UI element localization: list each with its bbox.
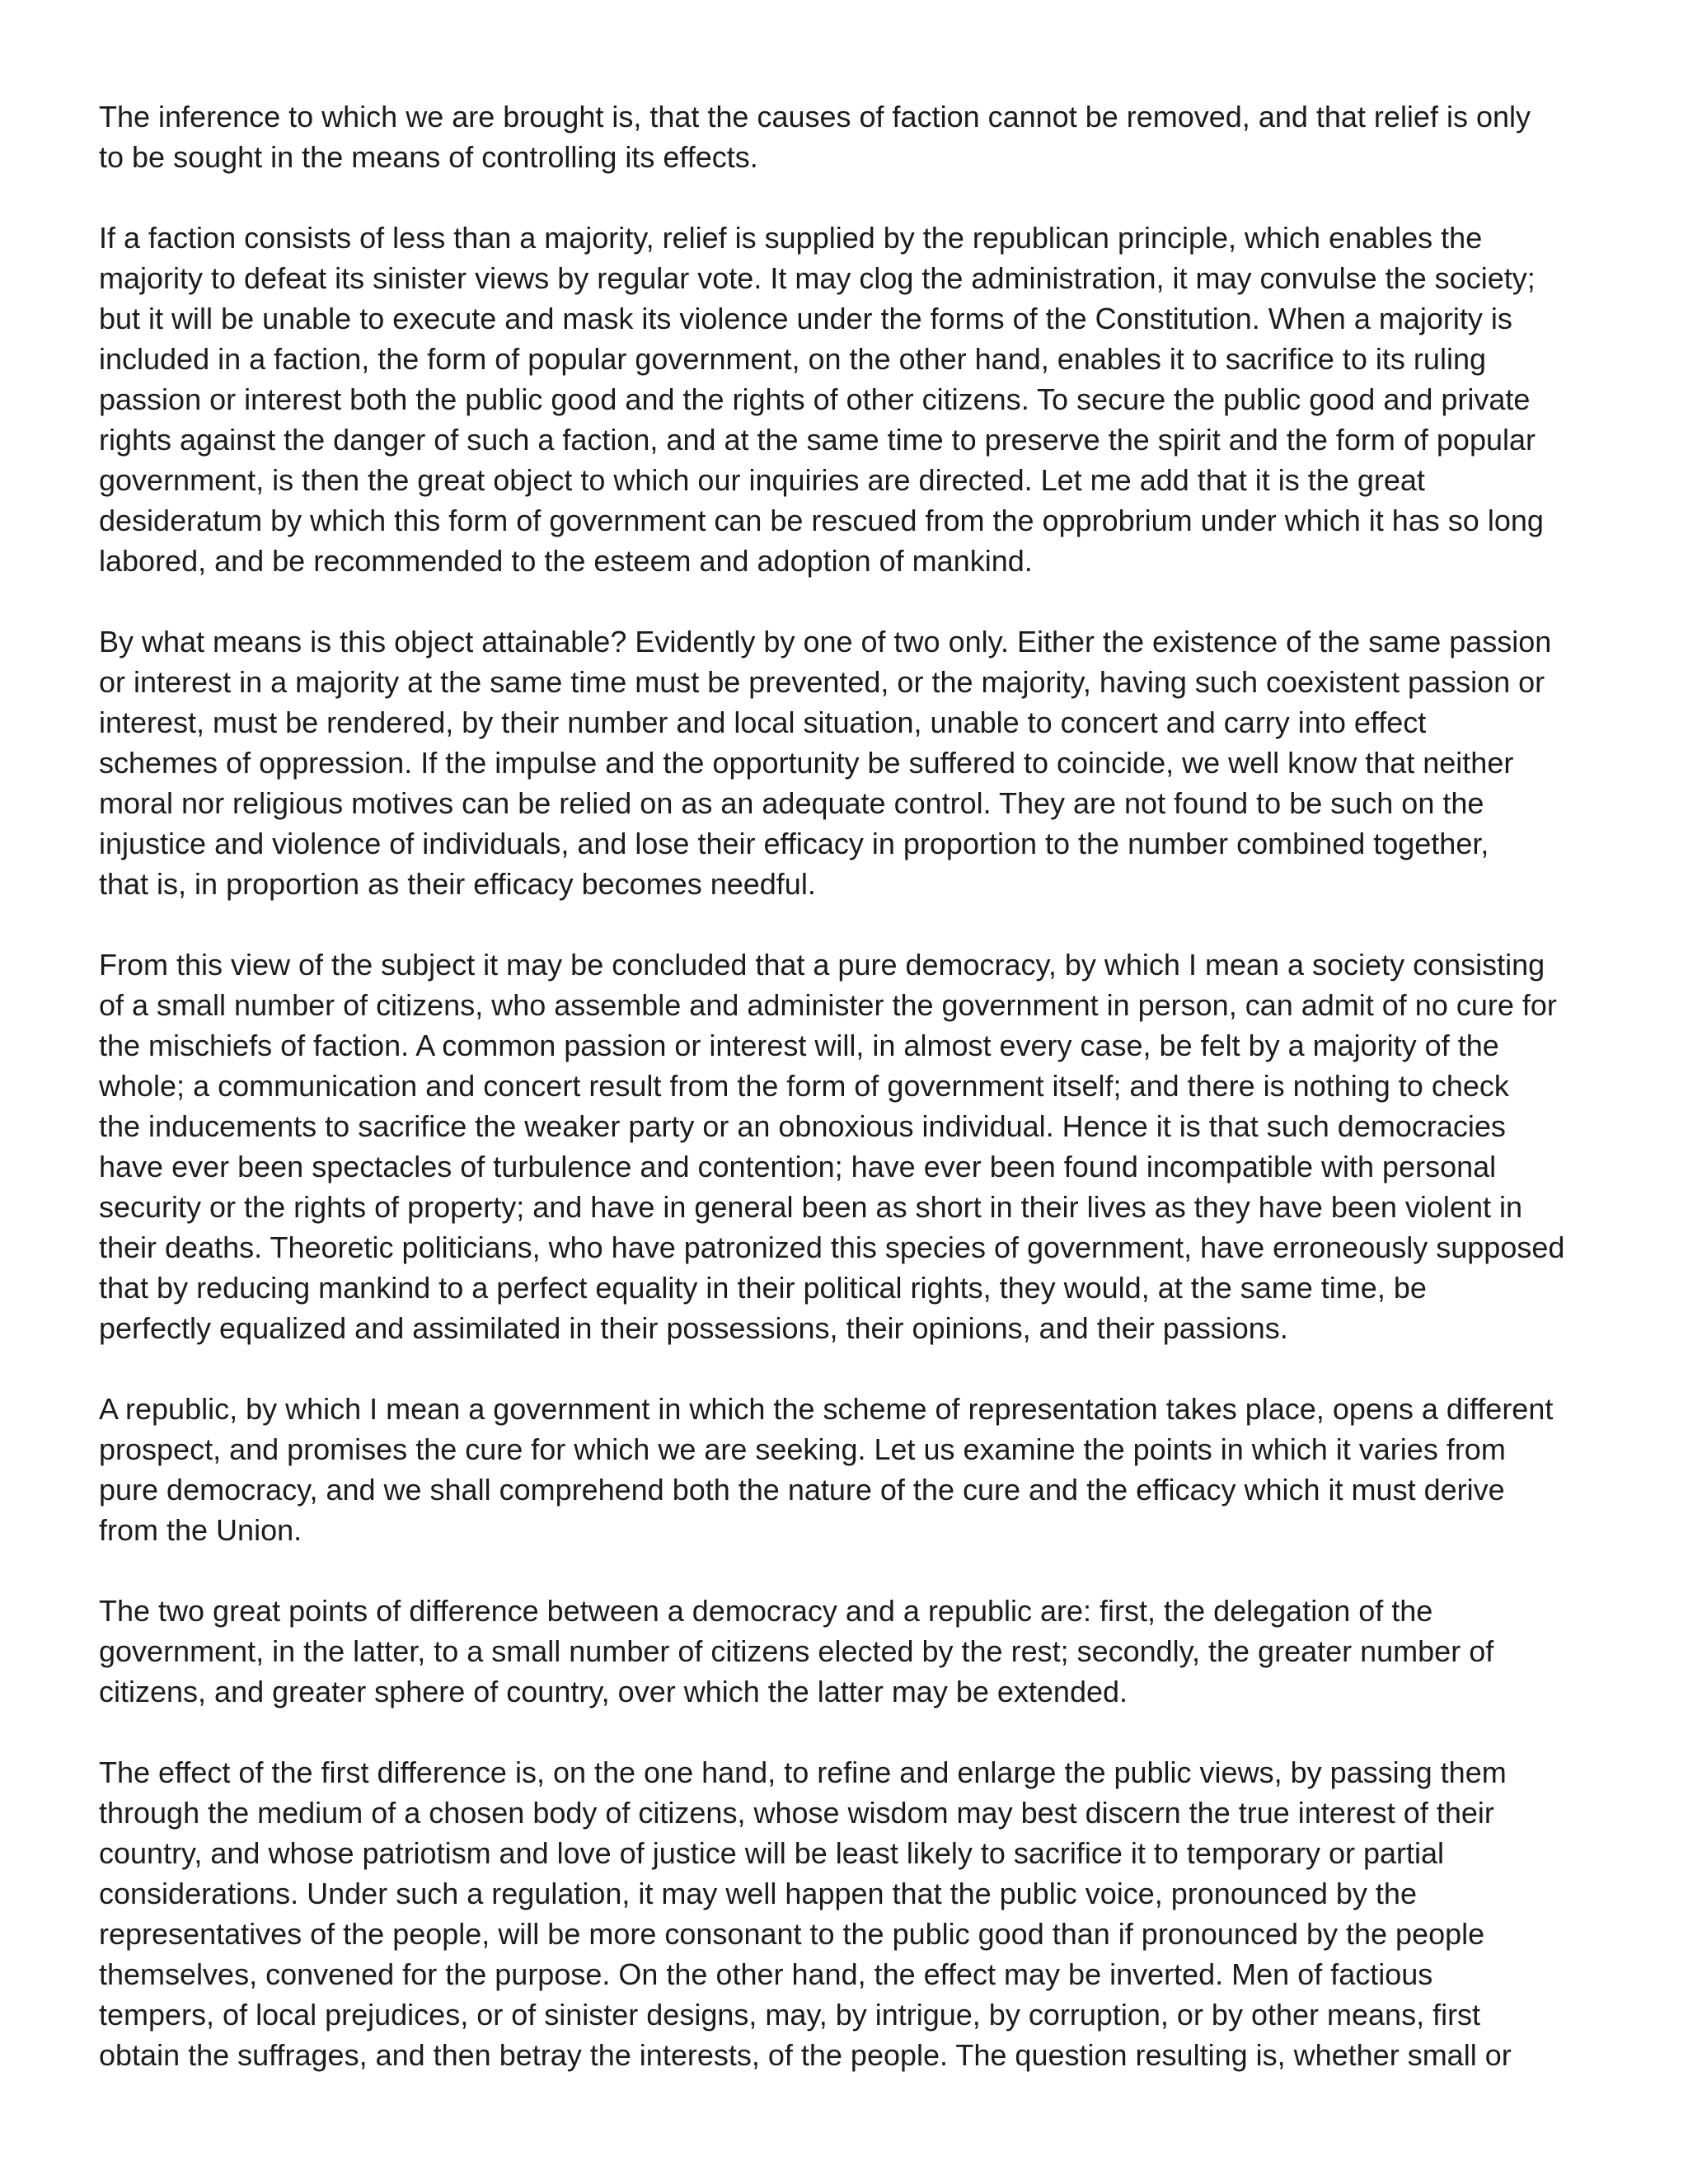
- text-line: obtain the suffrages, and then betray the interests, of the people. The question resulting is, whether small or: [99, 2038, 1512, 2072]
- text-line: government, is then the great object to which our inquiries are directed. Let me add that it is the great: [99, 463, 1425, 497]
- paragraph: [99, 1591, 1599, 1712]
- text-line: that is, in proportion as their efficacy becomes needful.: [99, 867, 816, 901]
- text-line: majority to defeat its sinister views by regular vote. It may clog the administration, it may convulse the society;: [99, 261, 1536, 295]
- text-line: considerations. Under such a regulation, it may well happen that the public voice, pronounced by the: [99, 1877, 1417, 1910]
- text-line: have ever been spectacles of turbulence and contention; have ever been found incompatible with personal: [99, 1150, 1497, 1183]
- text-line: moral nor religious motives can be relied on as an adequate control. They are not found to be such on the: [99, 786, 1484, 820]
- text-line: By what means is this object attainable? Evidently by one of two only. Either the existence of the same passion: [99, 625, 1552, 658]
- text-line: the inducements to sacrifice the weaker party or an obnoxious individual. Hence it is that such democracies: [99, 1109, 1506, 1143]
- text-line: If a faction consists of less than a majority, relief is supplied by the republican principle, which enables the: [99, 221, 1483, 255]
- text-line: security or the rights of property; and have in general been as short in their lives as they have been violent in: [99, 1190, 1522, 1224]
- text-line: whole; a communication and concert result from the form of government itself; and there is nothing to check: [99, 1069, 1509, 1103]
- text-line: country, and whose patriotism and love of justice will be least likely to sacrifice it to temporary or partial: [99, 1836, 1445, 1870]
- paragraph: [99, 218, 1599, 581]
- text-line: labored, and be recommended to the esteem and adoption of mankind.: [99, 544, 1033, 578]
- text-line: included in a faction, the form of popular government, on the other hand, enables it to sacrifice to its ruling: [99, 342, 1486, 376]
- text-line: or interest in a majority at the same time must be prevented, or the majority, having such coexistent passion or: [99, 665, 1545, 699]
- text-line: to be sought in the means of controlling its effects.: [99, 140, 758, 174]
- text-line: The inference to which we are brought is, that the causes of faction cannot be removed, and that relief is only: [99, 100, 1531, 134]
- text-line: rights against the danger of such a faction, and at the same time to preserve the spirit and the form of popular: [99, 423, 1536, 457]
- text-line: prospect, and promises the cure for which we are seeking. Let us examine the points in which it varies from: [99, 1432, 1506, 1466]
- text-line: that by reducing mankind to a perfect equality in their political rights, they would, at the same time, be: [99, 1271, 1427, 1305]
- text-line: perfectly equalized and assimilated in their possessions, their opinions, and their passions.: [99, 1311, 1288, 1345]
- text-line: passion or interest both the public good and the rights of other citizens. To secure the public good and private: [99, 382, 1531, 416]
- paragraph: [99, 1752, 1599, 2075]
- text-line: the mischiefs of faction. A common passion or interest will, in almost every case, be felt by a majority of the: [99, 1029, 1499, 1062]
- text-line: of a small number of citizens, who assemble and administer the government in person, can admit of no cure for: [99, 988, 1557, 1022]
- text-line: through the medium of a chosen body of citizens, whose wisdom may best discern the true interest of their: [99, 1796, 1494, 1830]
- text-line: representatives of the people, will be more consonant to the public good than if pronounced by the people: [99, 1917, 1485, 1951]
- text-line: injustice and violence of individuals, and lose their efficacy in proportion to the number combined together,: [99, 827, 1489, 860]
- text-line: government, in the latter, to a small number of citizens elected by the rest; secondly, the greater number of: [99, 1634, 1494, 1668]
- paragraph: [99, 944, 1599, 1348]
- text-line: The two great points of difference between a democracy and a republic are: first, the delegation of the: [99, 1594, 1433, 1628]
- text-line: desideratum by which this form of government can be rescued from the opprobrium under which it has so long: [99, 504, 1544, 537]
- text-line: themselves, convened for the purpose. On the other hand, the effect may be inverted. Men of factious: [99, 1957, 1433, 1991]
- text-line: tempers, of local prejudices, or of sinister designs, may, by intrigue, by corruption, or by other means, first: [99, 1998, 1481, 2032]
- text-line: but it will be unable to execute and mask its violence under the forms of the Constitution. When a majority is: [99, 302, 1512, 335]
- text-line: citizens, and greater sphere of country, over which the latter may be extended.: [99, 1675, 1128, 1708]
- paragraph: [99, 621, 1599, 904]
- text-line: From this view of the subject it may be concluded that a pure democracy, by which I mean a society consisting: [99, 948, 1545, 982]
- document-page: [99, 96, 1599, 2116]
- text-line: pure democracy, and we shall comprehend both the nature of the cure and the efficacy which it must derive: [99, 1473, 1505, 1507]
- text-line: their deaths. Theoretic politicians, who have patronized this species of government, have erroneously supposed: [99, 1230, 1565, 1264]
- paragraph: [99, 1389, 1599, 1550]
- text-line: The effect of the first difference is, on the one hand, to refine and enlarge the public views, by passing them: [99, 1755, 1507, 1789]
- text-line: schemes of oppression. If the impulse and the opportunity be suffered to coincide, we well know that neither: [99, 746, 1514, 780]
- text-line: from the Union.: [99, 1513, 302, 1547]
- text-line: A republic, by which I mean a government in which the scheme of representation takes place, opens a different: [99, 1392, 1554, 1426]
- paragraph: [99, 96, 1599, 177]
- text-line: interest, must be rendered, by their number and local situation, unable to concert and carry into effect: [99, 705, 1427, 739]
